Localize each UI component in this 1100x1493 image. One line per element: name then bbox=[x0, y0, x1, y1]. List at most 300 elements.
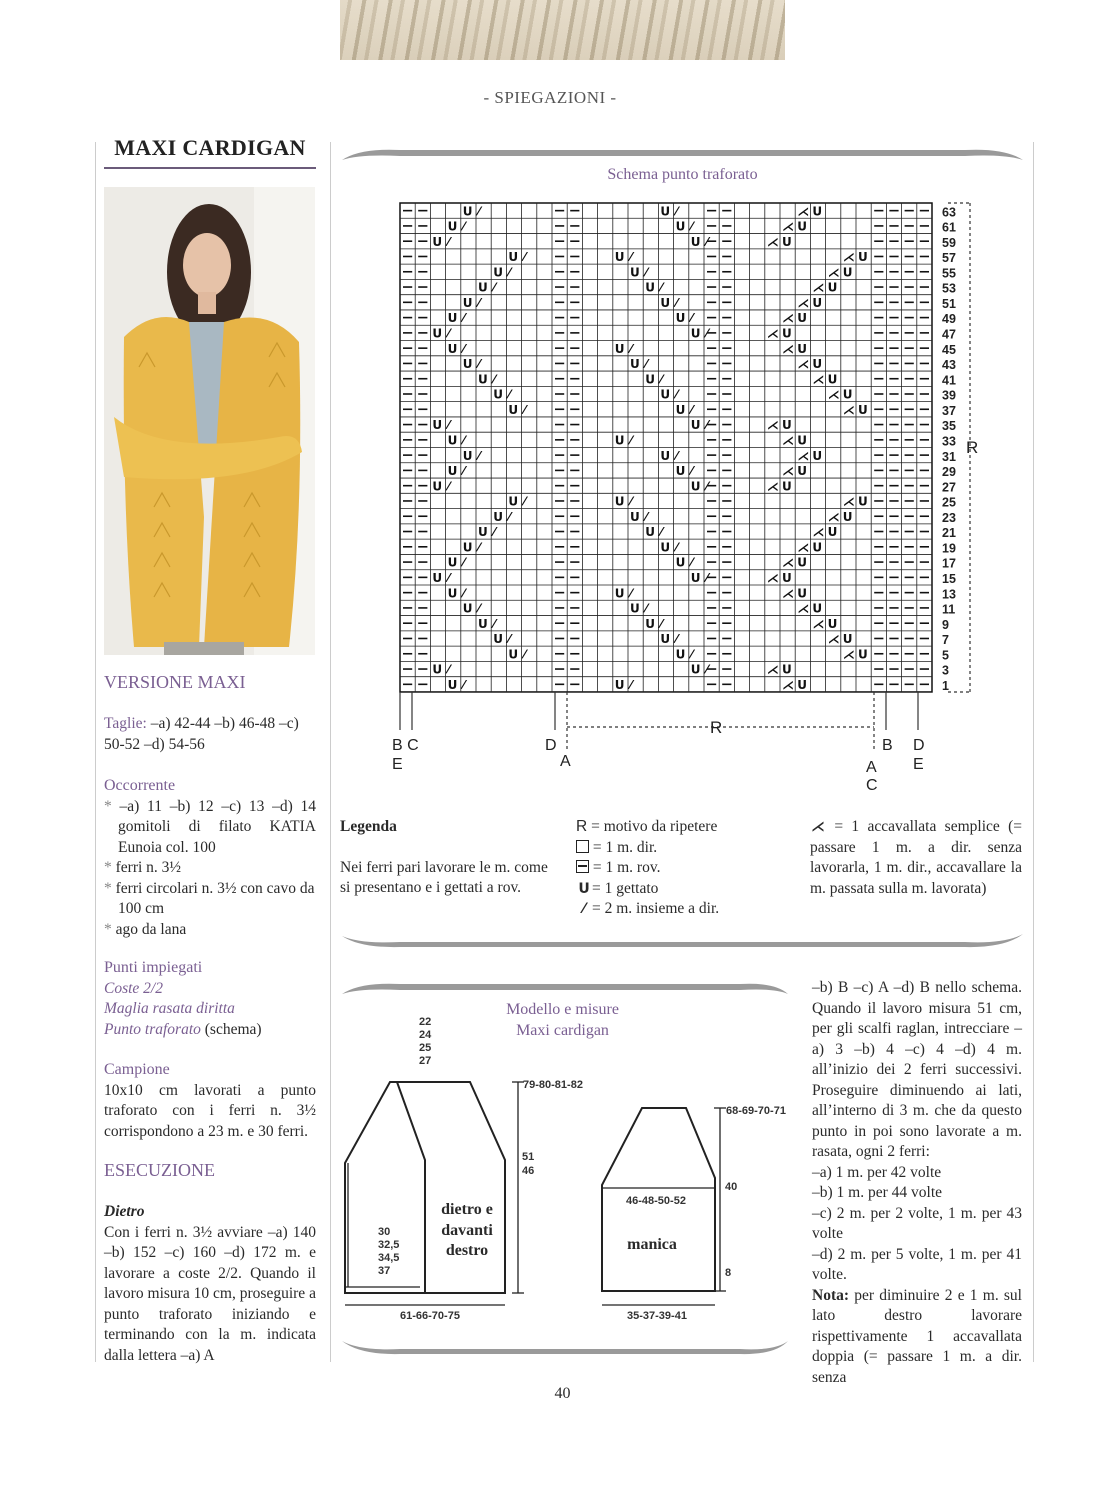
model-photo bbox=[104, 187, 315, 655]
instruction-para: –b) B –c) A –d) B nello schema. Quando il lavoro misura 51 cm, per gli scalfi raglan, intrecciare –a) 3 –b) 4 –c) 4 –d) 4 m. all’inizio dei 2 ferri successivi. Proseguire diminuendo ai lati, all’interno di 3 m. che da questo punto in poi sono lavorate a m. rasata, ogni 2 ferri: bbox=[812, 979, 1022, 1160]
decrease-mark: ⁄ bbox=[447, 571, 450, 585]
row-number: 17 bbox=[942, 556, 956, 571]
sleeve-width: 46-48-50-52 bbox=[626, 1195, 686, 1207]
yarn-over-mark: U bbox=[842, 632, 853, 647]
decrease-mark: ⁄ bbox=[706, 479, 709, 494]
yarn-over-mark: U bbox=[447, 311, 458, 326]
decrease-mark: ⁄ bbox=[675, 387, 678, 402]
yarn-over-mark: U bbox=[797, 555, 807, 570]
stitches-heading: Punti impiegati bbox=[104, 959, 203, 976]
yarn-over-mark: U bbox=[493, 509, 503, 524]
yarn-over-mark: U bbox=[842, 265, 853, 280]
lace-chart bbox=[380, 195, 1000, 795]
row-number: 27 bbox=[942, 480, 956, 495]
decrease-mark: ⋌ bbox=[782, 555, 794, 570]
yarn-over-mark: U bbox=[462, 204, 473, 219]
decrease-mark: ⁄ bbox=[690, 555, 693, 570]
decrease-mark: ⋌ bbox=[782, 341, 794, 356]
yarn-over-mark: U bbox=[842, 509, 853, 524]
body-height: 79-80-81-82 bbox=[523, 1079, 583, 1091]
letter-a-left: A bbox=[560, 753, 571, 770]
yarn-over-mark: U bbox=[782, 326, 792, 341]
decrease-mark: ⋌ bbox=[766, 418, 779, 433]
decrease-mark: ⁄ bbox=[462, 464, 465, 479]
yarn-over-mark: U bbox=[812, 448, 823, 463]
version-heading: VERSIONE MAXI bbox=[104, 672, 246, 692]
decrease-mark: ⁄ bbox=[660, 525, 663, 540]
center-rule bbox=[330, 142, 331, 1362]
yarn-over-mark: U bbox=[493, 265, 503, 280]
decrease-mark: ⁄ bbox=[447, 479, 450, 494]
decrease-mark: ⁄ bbox=[690, 219, 693, 234]
yarn-over-mark: U bbox=[690, 479, 701, 494]
instruction-line: –c) 2 m. per 2 volte, 1 m. per 43 volte bbox=[812, 1204, 1022, 1242]
legend-item-yo: U = 1 gettato bbox=[576, 879, 796, 900]
decrease-mark: ⁄ bbox=[462, 586, 465, 601]
decrease-mark: ⁄ bbox=[630, 586, 633, 601]
legend-note: Nei ferri pari lavorare le m. come si presentano e i gettati a rov. bbox=[340, 858, 548, 896]
decrease-mark: ⁄ bbox=[645, 265, 648, 280]
row-number: 49 bbox=[942, 312, 956, 327]
decrease-mark: ⁄ bbox=[690, 647, 693, 662]
row-number: 1 bbox=[942, 678, 949, 693]
decrease-mark: ⁄ bbox=[675, 540, 678, 555]
yarn-over-mark: U bbox=[432, 479, 443, 494]
decrease-mark: ⋌ bbox=[782, 219, 794, 234]
yarn-over-mark: U bbox=[462, 540, 473, 555]
instruction-line: –a) 1 m. per 42 volte bbox=[812, 1163, 942, 1181]
decrease-mark: ⁄ bbox=[690, 402, 693, 417]
yarn-over-mark: U bbox=[827, 525, 838, 540]
decrease-mark: ⁄ bbox=[462, 219, 465, 234]
decrease-mark: ⁄ bbox=[478, 540, 481, 555]
sleeve-8: 8 bbox=[725, 1267, 732, 1279]
yarn-over-mark: U bbox=[660, 540, 671, 555]
decrease-mark: ⋌ bbox=[797, 204, 810, 219]
decrease-mark: ⋌ bbox=[812, 525, 825, 540]
yarn-over-mark: U bbox=[842, 387, 853, 402]
yarn-over-mark: U bbox=[614, 494, 625, 509]
yarn-over-mark: U bbox=[447, 219, 458, 234]
yarn-over-icon: U bbox=[578, 880, 590, 897]
back-heading: Dietro bbox=[104, 1203, 145, 1220]
decrease-mark: ⋌ bbox=[766, 571, 779, 585]
yarn-over-mark: U bbox=[782, 571, 792, 585]
side-c: 34,5 bbox=[378, 1252, 400, 1264]
decrease-mark: ⁄ bbox=[660, 280, 663, 295]
armhole-b: 46 bbox=[522, 1165, 535, 1177]
yarn-over-mark: U bbox=[614, 677, 625, 692]
decrease-mark: ⁄ bbox=[523, 494, 526, 509]
page-number: 40 bbox=[554, 1385, 571, 1402]
yarn-over-mark: U bbox=[614, 433, 625, 448]
decrease-mark: ⁄ bbox=[462, 433, 465, 448]
decrease-mark: ⋌ bbox=[842, 494, 855, 509]
decrease-mark: ⁄ bbox=[508, 509, 511, 524]
decrease-mark: ⁄ bbox=[462, 341, 465, 356]
row-number: 15 bbox=[942, 572, 956, 586]
body-label: dietro e davanti destro bbox=[441, 1201, 493, 1259]
decrease-mark: ⁄ bbox=[523, 647, 526, 662]
yarn-over-mark: U bbox=[508, 647, 519, 662]
yarn-over-mark: U bbox=[447, 464, 458, 479]
stitch-suffix: (schema) bbox=[204, 1020, 262, 1038]
yarn-over-mark: U bbox=[462, 295, 473, 310]
yarn-over-mark: U bbox=[660, 387, 671, 402]
row-number: 41 bbox=[942, 373, 956, 388]
yarn-over-mark: U bbox=[827, 372, 838, 387]
yarn-over-mark: U bbox=[432, 326, 443, 341]
decrease-mark: ⋌ bbox=[797, 357, 810, 372]
decrease-mark: ⁄ bbox=[508, 387, 511, 402]
decrease-mark: ⁄ bbox=[630, 433, 633, 448]
decrease-mark: ⁄ bbox=[675, 295, 678, 310]
row-number: 55 bbox=[942, 266, 956, 281]
row-number: 13 bbox=[942, 587, 956, 602]
sample-block bbox=[104, 1060, 316, 1142]
shoulder-c: 25 bbox=[419, 1042, 432, 1054]
yarn-over-mark: U bbox=[447, 677, 458, 692]
yarn-over-mark: U bbox=[797, 341, 807, 356]
chart-title: Schema punto traforato bbox=[607, 166, 758, 183]
decrease-mark: ⁄ bbox=[645, 509, 648, 524]
yarn-over-mark: U bbox=[447, 586, 458, 601]
yarn-over-mark: U bbox=[478, 525, 488, 540]
yarn-over-mark: U bbox=[645, 280, 655, 295]
row-number: 51 bbox=[942, 296, 956, 311]
sleeve-height: 68-69-70-71 bbox=[726, 1105, 786, 1117]
decrease-mark: ⁄ bbox=[706, 662, 709, 677]
material-item: * ferri circolari n. 3½ con cavo da 100 cm bbox=[104, 879, 315, 917]
decrease-mark: ⋌ bbox=[766, 479, 779, 494]
hem-width: 61-66-70-75 bbox=[400, 1310, 460, 1322]
k2tog-icon: ⁄ bbox=[582, 901, 586, 917]
decrease-mark: ⁄ bbox=[493, 616, 496, 631]
purl-box-icon bbox=[576, 860, 589, 873]
stitches-block bbox=[104, 958, 316, 1040]
decrease-mark: ⁄ bbox=[675, 448, 678, 463]
yarn-over-mark: U bbox=[797, 586, 807, 601]
side-a: 30 bbox=[378, 1226, 391, 1238]
yarn-over-mark: U bbox=[462, 357, 473, 372]
yarn-over-mark: U bbox=[645, 616, 655, 631]
yarn-over-mark: U bbox=[645, 372, 655, 387]
decrease-mark: ⁄ bbox=[478, 204, 481, 219]
decrease-mark: ⁄ bbox=[447, 234, 450, 249]
yarn-over-mark: U bbox=[797, 311, 807, 326]
side-b: 32,5 bbox=[378, 1239, 400, 1251]
row-number: 3 bbox=[942, 663, 949, 678]
decrease-mark: ⁄ bbox=[630, 250, 633, 265]
decrease-mark: ⋌ bbox=[827, 509, 840, 524]
decrease-mark: ⁄ bbox=[508, 265, 511, 280]
back-block bbox=[104, 1202, 316, 1366]
letter-a-right: A bbox=[866, 759, 877, 776]
decrease-mark: ⁄ bbox=[508, 632, 511, 647]
yarn-over-mark: U bbox=[508, 250, 519, 265]
yarn-over-mark: U bbox=[645, 525, 655, 540]
yarn-over-mark: U bbox=[797, 219, 807, 234]
model-illustration bbox=[104, 187, 315, 655]
decrease-mark: ⁄ bbox=[447, 326, 450, 341]
row-number: 7 bbox=[942, 633, 949, 648]
decrease-mark: ⋌ bbox=[797, 448, 810, 463]
row-number: 63 bbox=[942, 205, 956, 220]
row-number: 19 bbox=[942, 541, 956, 556]
knit-box-icon bbox=[576, 840, 589, 853]
note-para: Nota: per diminuire 2 e 1 m. sul lato destro lavorare rispettivamente 1 accavallata doppia (= passare 1 m. a dir. senza bbox=[812, 1286, 1022, 1386]
measurement-schematic bbox=[340, 1010, 790, 1330]
row-number: 33 bbox=[942, 434, 956, 449]
top-divider bbox=[340, 142, 1025, 168]
decrease-mark: ⁄ bbox=[523, 402, 526, 417]
legend-item-k2tog: ⁄ = 2 m. insieme a dir. bbox=[576, 899, 796, 920]
yarn-over-mark: U bbox=[493, 387, 503, 402]
decrease-mark: ⁄ bbox=[690, 311, 693, 326]
yarn-over-mark: U bbox=[858, 494, 868, 509]
yarn-over-mark: U bbox=[812, 357, 823, 372]
yarn-over-mark: U bbox=[447, 341, 458, 356]
letter-e-right: E bbox=[913, 756, 924, 773]
yarn-over-mark: U bbox=[675, 402, 686, 417]
yarn-over-mark: U bbox=[782, 418, 792, 433]
decrease-mark: ⋌ bbox=[812, 280, 825, 295]
yarn-over-mark: U bbox=[478, 372, 488, 387]
decrease-mark: ⁄ bbox=[706, 571, 709, 585]
right-rule bbox=[1033, 142, 1034, 1362]
yarn-over-mark: U bbox=[432, 662, 443, 677]
yarn-over-mark: U bbox=[812, 540, 823, 555]
instruction-line: –d) 2 m. per 5 volte, 1 m. per 41 volte. bbox=[812, 1245, 1022, 1283]
legend-symbols bbox=[576, 817, 796, 920]
yarn-over-mark: U bbox=[630, 357, 640, 372]
decrease-mark: ⁄ bbox=[493, 280, 496, 295]
decrease-mark: ⋌ bbox=[797, 540, 810, 555]
sleeve-label: manica bbox=[627, 1236, 677, 1253]
yarn-over-mark: U bbox=[432, 418, 443, 433]
back-text: Con i ferri n. 3½ avviare –a) 140 –b) 152 –c) 160 –d) 172 m. e lavorare a coste 2/2. Quando il lavoro misura 10 cm, proseguire a punto traforato iniziando e terminando con la m. indicata dalla lettera –a) A bbox=[104, 1223, 316, 1364]
decrease-mark: ⁄ bbox=[645, 357, 648, 372]
yarn-over-mark: U bbox=[675, 555, 686, 570]
letter-c-right: C bbox=[866, 777, 878, 794]
decrease-mark: ⋌ bbox=[827, 265, 840, 280]
decrease-mark: ⁄ bbox=[478, 295, 481, 310]
yarn-over-mark: U bbox=[478, 280, 488, 295]
side-d: 37 bbox=[378, 1265, 391, 1277]
decrease-mark: ⁄ bbox=[462, 555, 465, 570]
yarn-over-mark: U bbox=[812, 204, 823, 219]
decrease-mark: ⁄ bbox=[462, 677, 465, 692]
decrease-mark: ⋌ bbox=[782, 677, 794, 692]
repeat-label-horizontal: R bbox=[710, 718, 723, 737]
sleeve-40: 40 bbox=[725, 1181, 738, 1193]
yarn-over-mark: U bbox=[797, 464, 807, 479]
yarn-over-mark: U bbox=[462, 448, 473, 463]
yarn-over-mark: U bbox=[614, 250, 625, 265]
row-number: 29 bbox=[942, 465, 956, 480]
decrease-mark: ⁄ bbox=[447, 418, 450, 433]
decrease-mark: ⋌ bbox=[766, 662, 779, 677]
decrease-mark: ⋌ bbox=[797, 295, 810, 310]
decrease-mark: ⁄ bbox=[690, 464, 693, 479]
decrease-mark: ⁄ bbox=[478, 448, 481, 463]
row-number: 47 bbox=[942, 327, 956, 342]
execution-heading: ESECUZIONE bbox=[104, 1160, 215, 1180]
row-number: 11 bbox=[942, 602, 956, 617]
decrease-mark: ⋌ bbox=[812, 372, 825, 387]
yarn-over-mark: U bbox=[690, 326, 701, 341]
skp-text: = 1 accavallata semplice (= passare 1 m. a dir. senza lavorarla, 1 m. dir., accavallare la m. passata sulla m. lavorata) bbox=[810, 818, 1023, 897]
decrease-mark: ⁄ bbox=[493, 372, 496, 387]
row-number: 45 bbox=[942, 342, 956, 357]
stitch-swatch-photo bbox=[340, 0, 785, 60]
decrease-mark: ⁄ bbox=[462, 311, 465, 326]
decrease-mark: ⁄ bbox=[493, 525, 496, 540]
left-column bbox=[104, 135, 316, 655]
row-number: 59 bbox=[942, 235, 956, 250]
decrease-mark: ⋌ bbox=[842, 647, 855, 662]
legend-skp bbox=[810, 817, 1022, 899]
yarn-over-mark: U bbox=[858, 647, 868, 662]
letter-bc: B C bbox=[392, 737, 419, 754]
row-number: 35 bbox=[942, 419, 956, 434]
cuff-width: 35-37-39-41 bbox=[627, 1310, 687, 1322]
yarn-over-mark: U bbox=[827, 280, 838, 295]
instruction-line: –b) 1 m. per 44 volte bbox=[812, 1184, 943, 1201]
yarn-over-mark: U bbox=[827, 616, 838, 631]
armhole-a: 51 bbox=[522, 1151, 535, 1163]
row-number: 5 bbox=[942, 648, 949, 663]
decrease-mark: ⁄ bbox=[630, 494, 633, 509]
row-number: 37 bbox=[942, 403, 956, 418]
yarn-over-mark: U bbox=[432, 234, 443, 249]
yarn-over-mark: U bbox=[858, 250, 868, 265]
repeat-label-vertical: R bbox=[966, 438, 979, 457]
decrease-mark: ⁄ bbox=[706, 418, 709, 433]
yarn-over-mark: U bbox=[660, 632, 671, 647]
decrease-mark: ⁄ bbox=[447, 662, 450, 677]
yarn-over-mark: U bbox=[675, 219, 686, 234]
decrease-mark: ⋌ bbox=[766, 234, 779, 249]
row-number: 23 bbox=[942, 510, 956, 525]
materials-heading: Occorrente bbox=[104, 777, 176, 794]
row-number: 57 bbox=[942, 251, 956, 266]
yarn-over-mark: U bbox=[690, 571, 701, 585]
stitch-item: Punto traforato bbox=[104, 1020, 201, 1038]
section-header: - SPIEGAZIONI - bbox=[483, 88, 617, 107]
legend-item-purl: = 1 m. rov. bbox=[576, 858, 796, 879]
decrease-mark: ⁄ bbox=[675, 632, 678, 647]
left-rule bbox=[95, 142, 96, 1362]
decrease-mark: ⋌ bbox=[766, 326, 779, 341]
decrease-mark: ⋌ bbox=[827, 632, 840, 647]
yarn-over-mark: U bbox=[478, 616, 488, 631]
row-number: 61 bbox=[942, 220, 956, 235]
decrease-mark: ⋌ bbox=[842, 250, 855, 265]
yarn-over-mark: U bbox=[614, 341, 625, 356]
decrease-mark: ⁄ bbox=[478, 357, 481, 372]
schematic-title-2: Maxi cardigan bbox=[516, 1022, 609, 1039]
row-number: 39 bbox=[942, 388, 956, 403]
decrease-mark: ⋌ bbox=[812, 616, 825, 631]
letter-e-left: E bbox=[392, 756, 403, 773]
yarn-over-mark: U bbox=[630, 601, 640, 616]
letter-d-left: D bbox=[545, 737, 557, 754]
yarn-over-mark: U bbox=[447, 433, 458, 448]
yarn-over-mark: U bbox=[660, 204, 671, 219]
yarn-over-mark: U bbox=[782, 662, 792, 677]
yarn-over-mark: U bbox=[690, 234, 701, 249]
yarn-over-mark: U bbox=[508, 402, 519, 417]
row-number: 21 bbox=[942, 526, 956, 541]
yarn-over-mark: U bbox=[858, 402, 868, 417]
yarn-over-mark: U bbox=[630, 509, 640, 524]
sizes-label: Taglie: bbox=[104, 715, 147, 732]
decrease-mark: ⁄ bbox=[675, 204, 678, 219]
yarn-over-mark: U bbox=[675, 311, 686, 326]
materials-block bbox=[104, 776, 316, 940]
yarn-over-mark: U bbox=[462, 601, 473, 616]
stitch-item: Maglia rasata diritta bbox=[104, 1000, 235, 1017]
yarn-over-mark: U bbox=[812, 601, 823, 616]
yarn-over-mark: U bbox=[782, 234, 792, 249]
schematic-bottom-divider bbox=[340, 1335, 790, 1359]
letter-d-right: D bbox=[913, 737, 925, 754]
yarn-over-mark: U bbox=[614, 586, 625, 601]
yarn-over-mark: U bbox=[493, 632, 503, 647]
yarn-over-mark: U bbox=[690, 662, 701, 677]
yarn-over-mark: U bbox=[675, 464, 686, 479]
decrease-mark: ⁄ bbox=[478, 601, 481, 616]
yarn-over-mark: U bbox=[690, 418, 701, 433]
decrease-mark: ⋌ bbox=[782, 464, 794, 479]
sample-text: 10x10 cm lavorati a punto traforato con i ferri n. 3½ corrispondono a 23 m. e 30 ferri. bbox=[104, 1081, 316, 1140]
material-item: * –a) 11 –b) 12 –c) 13 –d) 14 gomitoli di filato KATIA Eunoia col. 100 bbox=[104, 797, 316, 856]
row-number: 31 bbox=[942, 449, 956, 464]
decrease-mark: ⁄ bbox=[523, 250, 526, 265]
yarn-over-mark: U bbox=[660, 295, 671, 310]
decrease-mark: ⁄ bbox=[630, 677, 633, 692]
shoulder-a: 22 bbox=[419, 1016, 432, 1028]
sample-heading: Campione bbox=[104, 1061, 170, 1078]
yarn-over-mark: U bbox=[797, 677, 807, 692]
yarn-over-mark: U bbox=[508, 494, 519, 509]
yarn-over-mark: U bbox=[675, 647, 686, 662]
legend-item-repeat: R = motivo da ripetere bbox=[576, 818, 718, 835]
shoulder-b: 24 bbox=[419, 1029, 432, 1041]
decrease-mark: ⁄ bbox=[660, 372, 663, 387]
yarn-over-mark: U bbox=[630, 265, 640, 280]
decrease-mark: ⁄ bbox=[660, 616, 663, 631]
decrease-mark: ⋌ bbox=[842, 402, 855, 417]
decrease-mark: ⋌ bbox=[782, 433, 794, 448]
right-instructions bbox=[812, 978, 1022, 1388]
schematic-title-1: Modello e misure bbox=[506, 1001, 619, 1018]
row-number: 9 bbox=[942, 617, 949, 632]
row-number: 43 bbox=[942, 358, 956, 373]
sizes bbox=[104, 714, 316, 755]
stitch-item: Coste 2/2 bbox=[104, 979, 163, 997]
yarn-over-mark: U bbox=[812, 295, 823, 310]
mid-divider bbox=[340, 928, 1025, 950]
yarn-over-mark: U bbox=[797, 433, 807, 448]
row-number: 25 bbox=[942, 495, 956, 510]
yarn-over-mark: U bbox=[447, 555, 458, 570]
pattern-title: MAXI CARDIGAN bbox=[104, 135, 316, 169]
yarn-over-mark: U bbox=[782, 479, 792, 494]
decrease-mark: ⁄ bbox=[645, 601, 648, 616]
decrease-mark: ⁄ bbox=[706, 234, 709, 249]
